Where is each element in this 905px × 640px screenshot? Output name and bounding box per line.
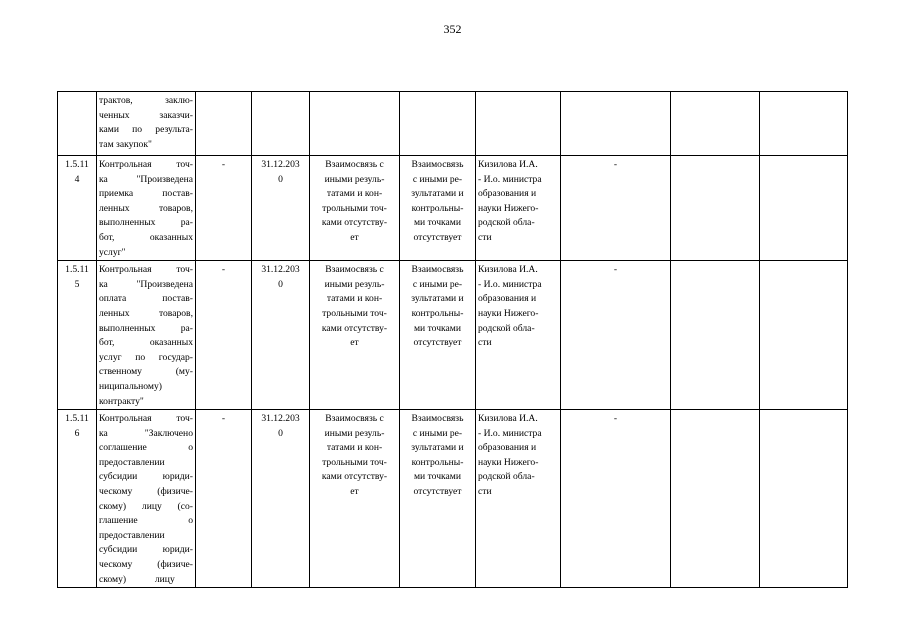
responsible-cell-line: Кизилова И.А. bbox=[478, 264, 538, 276]
control-point-name-cell bbox=[97, 156, 196, 261]
responsible-cell-line: сти bbox=[478, 231, 492, 243]
responsible-cell bbox=[476, 156, 561, 261]
date-cell bbox=[252, 410, 310, 588]
control-point-name-cell-line: ка "Произведена bbox=[99, 278, 193, 290]
control-point-name-cell-line: ственному (му- bbox=[99, 366, 193, 378]
row-number-cell bbox=[58, 410, 97, 588]
relation-alt-cell-line: ми точками bbox=[413, 471, 462, 483]
control-point-name-cell-line: глашение о bbox=[99, 515, 193, 527]
empty-cell bbox=[760, 92, 848, 156]
responsible-cell-line: родской обла- bbox=[478, 471, 535, 483]
relation-alt-cell-line: зультатами и bbox=[411, 293, 464, 305]
subject-cell bbox=[561, 261, 671, 410]
row-number-cell-line: 1.5.11 bbox=[65, 159, 89, 170]
empty-cell bbox=[671, 261, 760, 410]
relation-alt-cell-line: ми точками bbox=[413, 322, 462, 334]
control-point-name-cell-line: оплата постав- bbox=[99, 293, 193, 305]
relation-cell bbox=[310, 92, 400, 156]
plan-cell bbox=[196, 410, 252, 588]
relation-cell-line: иными резуль- bbox=[324, 427, 385, 439]
page-number: 352 bbox=[443, 22, 462, 36]
date-cell-line: 0 bbox=[278, 427, 283, 439]
date-cell bbox=[252, 156, 310, 261]
responsible-cell-line: сти bbox=[478, 337, 492, 349]
relation-alt-cell bbox=[400, 156, 476, 261]
relation-alt-cell bbox=[400, 261, 476, 410]
relation-cell-line: трольными точ- bbox=[322, 202, 387, 214]
empty-cell bbox=[671, 156, 760, 261]
plan-cell-value: - bbox=[221, 159, 226, 170]
plan-cell bbox=[196, 92, 252, 156]
control-point-name-cell-line: предоставлении bbox=[99, 456, 165, 468]
responsible-cell-line: Кизилова И.А. bbox=[478, 413, 538, 425]
relation-alt-cell-line: Взаимосвязь bbox=[411, 159, 464, 170]
row-number-cell-line: 4 bbox=[74, 173, 80, 185]
subject-cell-value: - bbox=[613, 413, 618, 425]
responsible-cell-line: науки Нижего- bbox=[478, 202, 539, 214]
control-point-name-cell-line: услуг" bbox=[99, 246, 126, 258]
relation-alt-cell-line: отсутствует bbox=[413, 231, 462, 243]
relation-cell bbox=[310, 261, 400, 410]
relation-cell-line: татами и кон- bbox=[326, 188, 383, 200]
plan-cell-value: - bbox=[221, 264, 226, 276]
control-points-table bbox=[57, 91, 848, 588]
relation-cell-line: ет bbox=[350, 337, 359, 349]
row-number-cell-line: 1.5.11 bbox=[65, 413, 89, 425]
plan-cell bbox=[196, 261, 252, 410]
control-point-name-cell-line: бот, оказанных bbox=[99, 337, 193, 349]
relation-alt-cell-line: Взаимосвязь bbox=[411, 264, 464, 276]
empty-cell bbox=[671, 92, 760, 156]
table-row bbox=[58, 261, 848, 410]
responsible-cell bbox=[476, 92, 561, 156]
relation-alt-cell-line: Взаимосвязь bbox=[411, 413, 464, 425]
relation-cell-line: татами и кон- bbox=[326, 442, 383, 454]
responsible-cell-line: родской обла- bbox=[478, 322, 535, 334]
subject-cell-value: - bbox=[613, 159, 618, 170]
subject-cell bbox=[561, 92, 671, 156]
row-number-cell-line: 6 bbox=[74, 427, 80, 439]
relation-alt-cell-line: с иными ре- bbox=[412, 427, 463, 439]
control-point-name-cell-line: скому) лицу bbox=[99, 573, 175, 585]
control-point-name-cell-line: ка "Произведена bbox=[99, 173, 193, 185]
relation-cell-line: ет bbox=[350, 486, 359, 498]
relation-cell-line: Взаимосвязь с bbox=[325, 159, 384, 170]
control-point-name-cell-line: ленных товаров, bbox=[99, 307, 193, 319]
table-row bbox=[58, 410, 848, 588]
subject-cell bbox=[561, 156, 671, 261]
date-cell-line: 31.12.203 bbox=[261, 264, 300, 276]
relation-cell-line: ками отсутству- bbox=[321, 471, 388, 483]
control-point-name-cell-line: скому) лицу (со- bbox=[99, 500, 193, 512]
control-point-name-cell-line: ками по результа- bbox=[99, 124, 193, 136]
control-point-name-cell-line: ченных заказчи- bbox=[99, 109, 193, 121]
responsible-cell-line: науки Нижего- bbox=[478, 307, 539, 319]
table-row bbox=[58, 92, 848, 156]
control-point-name-cell-line: выполненных ра- bbox=[99, 217, 193, 229]
control-point-name-cell-line: субсидии юриди- bbox=[99, 544, 193, 556]
subject-cell bbox=[561, 410, 671, 588]
relation-cell-line: трольными точ- bbox=[322, 456, 387, 468]
empty-cell bbox=[671, 410, 760, 588]
responsible-cell-line: образования и bbox=[478, 188, 537, 200]
empty-cell bbox=[760, 410, 848, 588]
control-point-name-cell-line: Контрольная точ- bbox=[99, 159, 193, 170]
relation-cell-line: трольными точ- bbox=[322, 307, 387, 319]
date-cell-line: 31.12.203 bbox=[261, 413, 300, 425]
relation-alt-cell-line: с иными ре- bbox=[412, 173, 463, 185]
relation-cell-line: татами и кон- bbox=[326, 293, 383, 305]
control-point-name-cell-line: соглашение о bbox=[99, 442, 193, 454]
responsible-cell bbox=[476, 410, 561, 588]
date-cell bbox=[252, 261, 310, 410]
relation-cell-line: ет bbox=[350, 231, 359, 243]
control-point-name-cell-line: Контрольная точ- bbox=[99, 413, 193, 425]
relation-alt-cell-line: с иными ре- bbox=[412, 278, 463, 290]
control-point-name-cell bbox=[97, 410, 196, 588]
control-point-name-cell bbox=[97, 261, 196, 410]
control-point-name-cell-line: предоставлении bbox=[99, 529, 165, 541]
date-cell-line: 0 bbox=[278, 278, 283, 290]
plan-cell bbox=[196, 156, 252, 261]
control-point-name-cell-line: трактов, заклю- bbox=[99, 95, 193, 106]
relation-cell-line: ками отсутству- bbox=[321, 322, 388, 334]
plan-cell-value: - bbox=[221, 413, 226, 425]
control-point-name-cell-line: контракту" bbox=[99, 395, 144, 407]
relation-alt-cell-line: контрольны- bbox=[411, 202, 464, 214]
row-number-cell bbox=[58, 92, 97, 156]
relation-alt-cell-line: контрольны- bbox=[411, 456, 464, 468]
relation-alt-cell-line: зультатами и bbox=[411, 442, 464, 454]
responsible-cell-line: сти bbox=[478, 486, 492, 498]
responsible-cell-line: родской обла- bbox=[478, 217, 535, 229]
control-point-name-cell-line: там закупок" bbox=[99, 138, 152, 150]
table-row bbox=[58, 156, 848, 261]
row-number-cell bbox=[58, 261, 97, 410]
control-point-name-cell-line: приемка постав- bbox=[99, 188, 193, 200]
relation-alt-cell bbox=[400, 410, 476, 588]
relation-alt-cell-line: ми точками bbox=[413, 217, 462, 229]
date-cell-line: 0 bbox=[278, 173, 283, 185]
relation-cell-line: иными резуль- bbox=[324, 173, 385, 185]
row-number-cell bbox=[58, 156, 97, 261]
responsible-cell-line: науки Нижего- bbox=[478, 456, 539, 468]
relation-alt-cell-line: зультатами и bbox=[411, 188, 464, 200]
control-point-name-cell-line: ка "Заключено bbox=[99, 427, 193, 439]
row-number-cell-line: 5 bbox=[74, 278, 80, 290]
control-point-name-cell-line: ленных товаров, bbox=[99, 202, 193, 214]
control-point-name-cell-line: услуг по государ- bbox=[99, 351, 193, 363]
responsible-cell-line: - И.о. министра bbox=[478, 278, 542, 290]
control-point-name-cell-line: субсидии юриди- bbox=[99, 471, 193, 483]
responsible-cell-line: образования и bbox=[478, 442, 537, 454]
relation-cell-line: Взаимосвязь с bbox=[325, 264, 384, 276]
control-point-name-cell-line: ческому (физиче- bbox=[99, 486, 193, 498]
relation-alt-cell bbox=[400, 92, 476, 156]
responsible-cell-line: - И.о. министра bbox=[478, 173, 542, 185]
responsible-cell bbox=[476, 261, 561, 410]
responsible-cell-line: образования и bbox=[478, 293, 537, 305]
control-point-name-cell-line: ниципальному) bbox=[99, 380, 162, 392]
date-cell-line: 31.12.203 bbox=[261, 159, 300, 170]
row-number-cell-line: 1.5.11 bbox=[65, 264, 89, 276]
control-point-name-cell-line: Контрольная точ- bbox=[99, 264, 193, 276]
relation-cell-line: Взаимосвязь с bbox=[325, 413, 384, 425]
control-point-name-cell-line: бот, оказанных bbox=[99, 231, 193, 243]
date-cell bbox=[252, 92, 310, 156]
responsible-cell-line: Кизилова И.А. bbox=[478, 159, 538, 170]
relation-alt-cell-line: контрольны- bbox=[411, 307, 464, 319]
subject-cell-value: - bbox=[613, 264, 618, 276]
empty-cell bbox=[760, 156, 848, 261]
relation-alt-cell-line: отсутствует bbox=[413, 337, 462, 349]
relation-cell-line: ками отсутству- bbox=[321, 217, 388, 229]
relation-alt-cell-line: отсутствует bbox=[413, 486, 462, 498]
relation-cell bbox=[310, 410, 400, 588]
control-point-name-cell-line: выполненных ра- bbox=[99, 322, 193, 334]
responsible-cell-line: - И.о. министра bbox=[478, 427, 542, 439]
relation-cell-line: иными резуль- bbox=[324, 278, 385, 290]
relation-cell bbox=[310, 156, 400, 261]
empty-cell bbox=[760, 261, 848, 410]
control-point-name-cell bbox=[97, 92, 196, 156]
control-point-name-cell-line: ческому (физиче- bbox=[99, 559, 193, 571]
